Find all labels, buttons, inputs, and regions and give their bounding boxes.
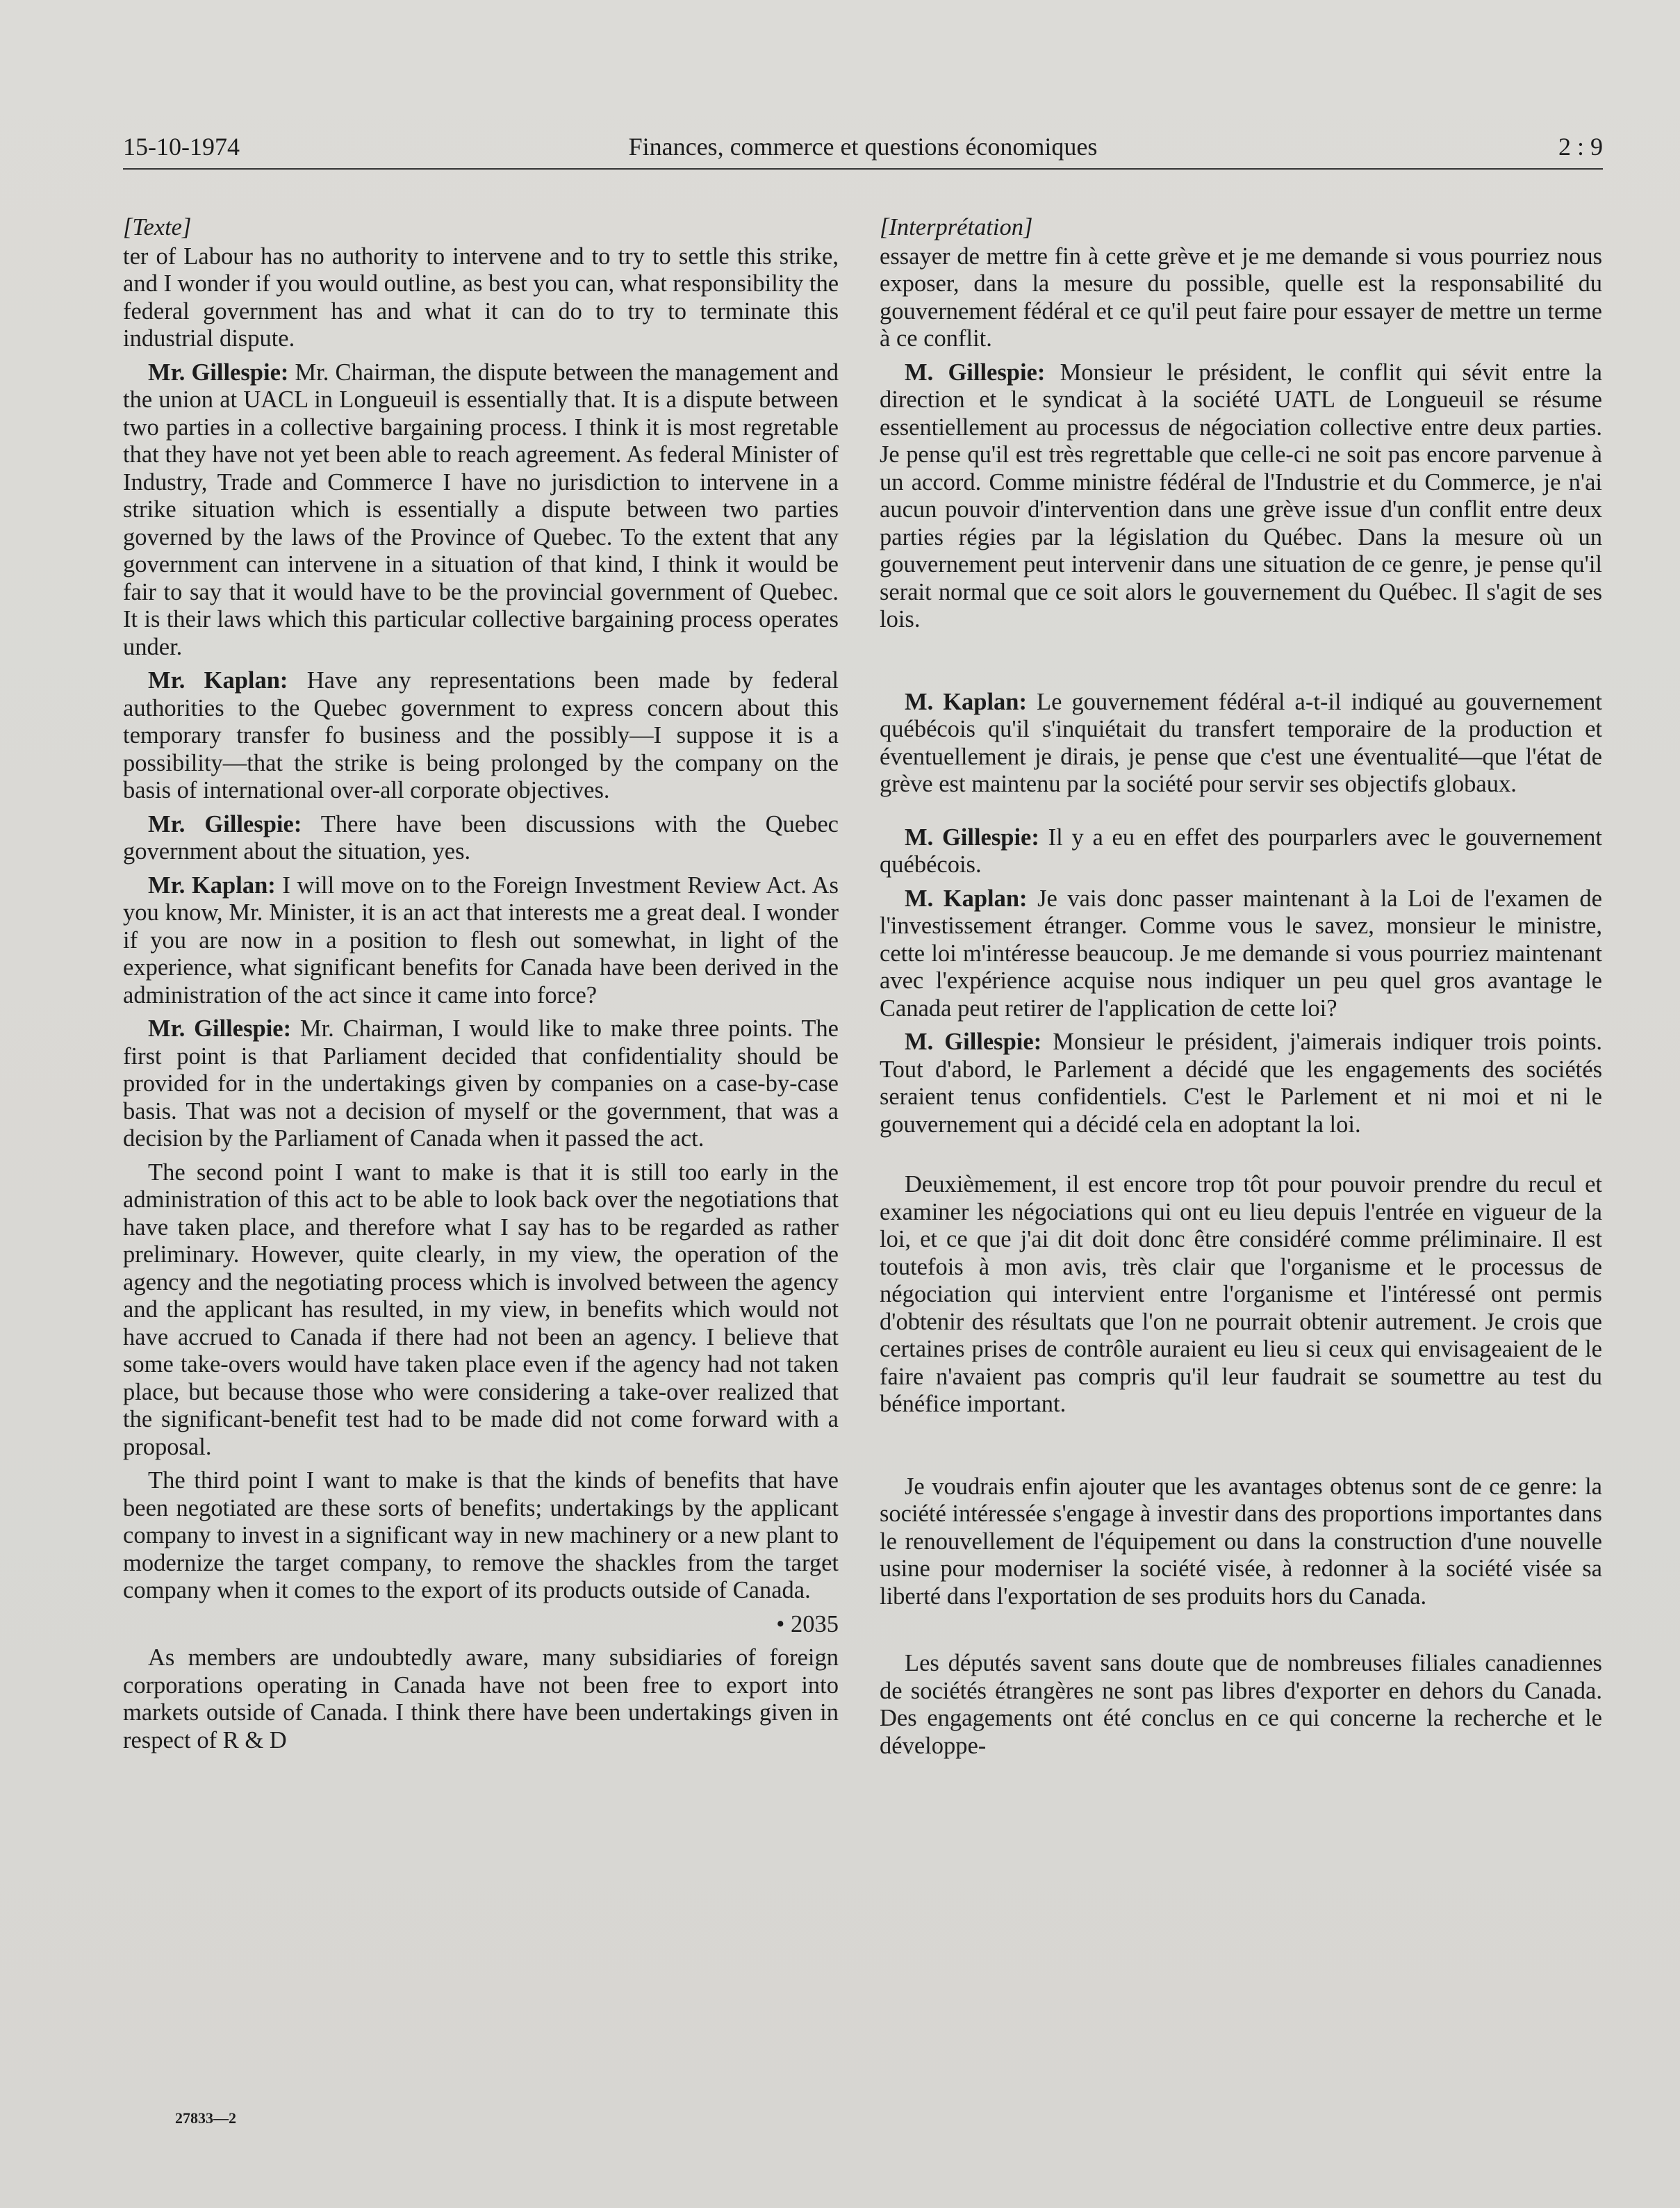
header-page-number: 2 : 9 [1558, 133, 1603, 161]
speech-text: There have been discussions with the Quebec government about the situation, yes. [123, 810, 839, 865]
french-column [880, 214, 1602, 1766]
speech-text: Mr. Chairman, I would like to make three points. The first point is that Parliament decided that confidentiality should be provided for in the undertakings given by companies on a case-by-case basis. That was not a decision of myself or the government, that was a decision by the Parliament of Canada when it passed the act. [123, 1015, 839, 1152]
speaker-name: M. Kaplan: [905, 688, 1027, 715]
spacer [880, 640, 1602, 689]
paragraph [880, 689, 1602, 799]
column-tag: [Interprétation] [880, 214, 1033, 240]
speaker-name: Mr. Kaplan: [148, 667, 288, 694]
paragraph: The third point I want to make is that the kinds of benefits that have been negotiated are these sorts of benefits; undertakings by the applicant company to invest in a significant way in new machinery or a new plant to modernize the target company, to remove the shackles from the target company when it comes to the export of its products outside of Canada. [123, 1467, 839, 1603]
english-column [123, 214, 839, 1760]
time-marker: • 2035 [776, 1610, 839, 1637]
paragraph [880, 824, 1602, 879]
spacer [880, 1145, 1602, 1171]
paragraph: Je voudrais enfin ajouter que les avantages obtenus sont de ce genre: la société intéressée s'engage à investir dans des proportions importantes dans le renouvellement de l'équipement ou dans la construction d'une nouvelle usine pour moderniser la société visée, à redonner à la société visée sa liberté dans l'exportation de ses produits hors du Canada. [880, 1473, 1602, 1610]
paragraph [880, 885, 1602, 1023]
speaker-name: Mr. Gillespie: [148, 1015, 292, 1042]
speaker-name: M. Gillespie: [905, 824, 1039, 851]
speech-text: Monsieur le président, le conflit qui sévit entre la direction et le syndicat à la société UATL de Longueuil se résume essentiellement au processus de négociation collective entre deux parties. Je pense qu'il est très regrettable que celle-ci ne soit pas encore parvenue à un accord. Comme ministre fédéral de l'Industrie et du Commerce, je n'ai aucun pouvoir d'intervention dans une grève issue d'un conflit entre deux parties régies par la législation du Québec. Dans la mesure où un gouvernement peut intervenir dans une situation de ce genre, je pense qu'il serait normal que ce soit alors le gouvernement du Québec. Il s'agit de ses lois. [880, 359, 1602, 632]
speaker-name: Mr. Gillespie: [148, 359, 289, 386]
spacer [880, 1617, 1602, 1650]
speech-text: Have any representations been made by federal authorities to the Quebec government to express concern about this temporary transfer fo business and the possibly—I suppose it is a possibility—that the strike is being prolonged by the company on the basis of international over-all corporate objectives. [123, 667, 839, 803]
paragraph [123, 359, 839, 662]
paragraph: The second point I want to make is that it is still too early in the administration of this act to be able to look back over the negotiations that have taken place, and therefore what I say has to be regarded as rather preliminary. However, quite clearly, in my view, the operation of the agency and the negotiating process which is involved between the agency and the applicant has resulted, in my view, in benefits which would not have accrued to Canada if there had not been an agency. I believe that some take-overs would have taken place even if the agency had not taken place, but because those who were considering a take-over realized that the significant-benefit test had to be made did not come forward with a proposal. [123, 1159, 839, 1460]
page-header [123, 132, 1603, 170]
column-tag: [Texte] [123, 214, 192, 240]
paragraph [123, 811, 839, 866]
paragraph: As members are undoubtedly aware, many subsidiaries of foreign corporations operating in Canada have not been free to export into markets outside of Canada. I think there have been undertakings given in respect of R & D [123, 1644, 839, 1753]
paragraph: ter of Labour has no authority to intervene and to try to settle this strike, and I wonder if you would outline, as best you can, what responsibility the federal government has and what it can do to try to terminate this industrial dispute. [123, 243, 839, 352]
speaker-name: M. Gillespie: [905, 359, 1046, 386]
paragraph [123, 872, 839, 1010]
header-title: Finances, commerce et questions économiques [628, 133, 1098, 161]
paragraph [123, 667, 839, 805]
speech-text: Je vais donc passer maintenant à la Loi de l'examen de l'investissement étranger. Comme vous le savez, monsieur le ministre, cette loi m'intéresse beaucoup. Je me demande si vous pourriez maintenant avec l'expérience acquise nous indiquer un peu quel gros avantage le Canada peut retirer de l'application de cette loi? [880, 885, 1602, 1022]
paragraph: Les députés savent sans doute que de nombreuses filiales canadiennes de sociétés étrangères ne sont pas libres d'exporter en dehors du Canada. Des engagements ont été conclus en ce qui concerne la recherche et le développe- [880, 1650, 1602, 1759]
speaker-name: Mr. Kaplan: [148, 872, 276, 899]
speaker-name: Mr. Gillespie: [148, 810, 302, 837]
speech-text: I will move on to the Foreign Investment Review Act. As you know, Mr. Minister, it is an act that interests me a great deal. I wonder if you are now in a position to flesh out somewhat, in light of the experience, what significant benefits for Canada have been derived in the administration of the act since it came into force? [123, 872, 839, 1008]
paragraph [123, 1015, 839, 1153]
speaker-name: M. Kaplan: [905, 885, 1028, 912]
speaker-name: M. Gillespie: [905, 1029, 1042, 1055]
paragraph [880, 1029, 1602, 1138]
paragraph [880, 359, 1602, 634]
speech-text: Le gouvernement fédéral a-t-il indiqué au gouvernement québécois qu'il s'inquiétait du transfert temporaire de la production et éventuellement je dirais, je pense que c'est une éventualité—que l'état de grève est maintenu par la société pour servir ses objectifs globaux. [880, 688, 1602, 797]
speech-text: Monsieur le président, j'aimerais indiquer trois points. Tout d'abord, le Parlement a décidé que les engagements des sociétés seraient tenus confidentiels. C'est le Parlement et ni moi et ni le gouvernement qui a décidé cela en adoptant la loi. [880, 1029, 1602, 1138]
paragraph: Deuxièmement, il est encore trop tôt pour pouvoir prendre du recul et examiner les négociations qui ont eu lieu depuis l'entrée en vigueur de la loi, et ce que j'ai dit doit donc être considéré comme préliminaire. Il est toutefois à mon avis, très clair que l'organisme et le processus de négociation qui intervient entre l'organisme et l'intéressé ont permis d'obtenir des résultats que l'on ne pourrait obtenir autrement. Je crois que certaines prises de contrôle auraient eu lieu si ceux qui envisageaient de le faire n'avaient pas compris qu'il leur faudrait se soumettre au test du bénéfice important. [880, 1171, 1602, 1417]
header-date: 15-10-1974 [123, 133, 240, 161]
speech-text: Il y a eu en effet des pourparlers avec le gouvernement québécois. [880, 824, 1603, 878]
paragraph: essayer de mettre fin à cette grève et je me demande si vous pourriez nous exposer, dans la mesure du possible, quelle est la responsabilité du gouvernement fédéral et ce qu'il peut faire pour essayer de mettre un terme à ce conflit. [880, 243, 1602, 352]
spacer [880, 1425, 1602, 1473]
speech-text: Mr. Chairman, the dispute between the management and the union at UACL in Longueuil is essentially that. It is a dispute between two parties in a collective bargaining process. I think it is most regretable that they have not yet been able to reach agreement. As federal Minister of Industry, Trade and Commerce I have no jurisdiction to intervene in a strike situation which is essentially a dispute between two parties governed by the laws of the Province of Quebec. To the extent that any government can intervene in a situation of that kind, I think it would be fair to say that it would have to be the provincial government of Quebec. It is their laws which this particular collective bargaining process operates under. [123, 359, 839, 660]
spacer [880, 805, 1602, 824]
footer-code: 27833—2 [175, 2109, 236, 2127]
